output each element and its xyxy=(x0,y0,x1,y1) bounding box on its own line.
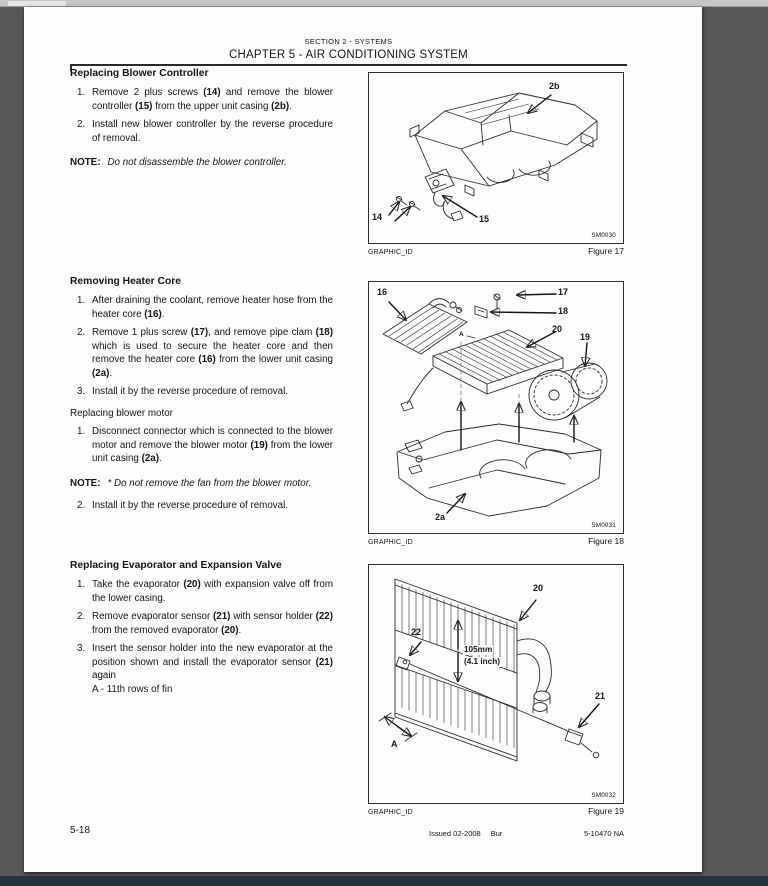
note-text: Do not disassemble the blower controller. xyxy=(107,157,287,168)
item-number: 2. xyxy=(77,119,86,130)
running-head-section: SECTION 2 - SYSTEMS xyxy=(304,37,393,46)
figure-caption: Figure 17 xyxy=(588,246,624,256)
scrollbar-thumb[interactable] xyxy=(8,1,66,6)
dimension-inch: (4.1 inch) xyxy=(464,657,500,666)
item-text: Take the evaporator (20) with expansion valve off from the lower casing. xyxy=(92,579,333,604)
figure-18 xyxy=(368,281,624,546)
document-page xyxy=(24,7,702,872)
revision-code: Bur xyxy=(490,829,503,838)
item-number: 2. xyxy=(77,327,86,338)
part-label-2a: 2a xyxy=(435,512,446,522)
part-label-18: 18 xyxy=(558,306,569,316)
section-removing-heater-core xyxy=(70,275,333,518)
part-label-14: 14 xyxy=(372,212,383,222)
figure-19-drawing xyxy=(369,565,623,803)
item-number: 1. xyxy=(77,426,86,437)
part-label-2b: 2b xyxy=(549,81,560,91)
item-subline: A - 11th rows of fin xyxy=(92,683,173,695)
item-text: Install it by the reverse procedure of removal. xyxy=(92,386,289,397)
figure-caption: Figure 18 xyxy=(588,536,624,546)
figure-17 xyxy=(368,72,624,256)
section-replacing-evaporator xyxy=(70,559,333,701)
issued-date: Issued 02-2008 xyxy=(429,829,481,838)
note-text: * Do not remove the fan from the blower motor. xyxy=(107,477,312,489)
subsection-title: Replacing blower motor xyxy=(70,407,173,419)
graphic-id-label: GRAPHIC_ID xyxy=(368,539,413,546)
item-text: Insert the sensor holder into the new evaporator at the position shown and install the evaporator sensor (21) again A - 11th rows of fin xyxy=(92,643,333,695)
list-item xyxy=(70,86,333,113)
figure-caption-row xyxy=(368,536,624,546)
footer-issued xyxy=(429,829,502,838)
list-item xyxy=(70,294,333,321)
figure-17-drawing xyxy=(369,73,623,243)
top-scrollbar-track xyxy=(0,0,768,7)
graphic-id-label: GRAPHIC_ID xyxy=(368,809,413,816)
item-number: 1. xyxy=(77,87,86,98)
part-label-21: 21 xyxy=(595,691,606,701)
list-item xyxy=(70,326,333,380)
graphic-code: SM0030 xyxy=(591,232,616,239)
list-item xyxy=(70,118,333,145)
note xyxy=(70,477,333,491)
section-title: Removing Heater Core xyxy=(70,276,182,287)
bottom-bar xyxy=(0,876,768,886)
item-number: 2. xyxy=(77,611,86,622)
figure-18-drawing xyxy=(369,282,623,533)
section-title: Replacing Blower Controller xyxy=(70,68,209,79)
document-code: 5-10470 NA xyxy=(583,829,624,838)
note xyxy=(70,156,333,170)
figure-caption-row xyxy=(368,806,624,816)
running-head-chapter: CHAPTER 5 - AIR CONDITIONING SYSTEM xyxy=(229,49,468,61)
figure-frame xyxy=(368,72,624,244)
part-label-20: 20 xyxy=(533,583,544,593)
item-text: After draining the coolant, remove heater hose from the heater core (16). xyxy=(92,295,333,320)
item-text: Install new blower controller by the reverse procedure of removal. xyxy=(92,119,333,144)
note-label: NOTE: xyxy=(70,477,101,489)
page-number: 5-18 xyxy=(70,825,91,836)
item-text: Remove evaporator sensor (21) with sensor holder (22) from the removed evaporator (20). xyxy=(92,611,333,636)
part-label-16: 16 xyxy=(377,287,388,297)
figure-19 xyxy=(368,564,624,816)
graphic-code: SM0032 xyxy=(591,792,616,799)
item-number: 1. xyxy=(77,295,86,306)
item-text: Remove 2 plus screws (14) and remove the blower controller (15) from the upper unit casing (2b). xyxy=(92,87,333,112)
list-item xyxy=(70,425,333,466)
item-number: 3. xyxy=(77,643,86,654)
list-item xyxy=(70,578,333,605)
graphic-code: SM0031 xyxy=(591,522,616,529)
figure-frame xyxy=(368,281,624,534)
list-item xyxy=(70,642,333,696)
item-text: Install it by the reverse procedure of removal. xyxy=(92,500,289,511)
fin-row-mark-a: A xyxy=(459,331,464,338)
item-number: 2. xyxy=(77,500,86,511)
figure-caption-row xyxy=(368,246,624,256)
part-label-22: 22 xyxy=(411,627,422,637)
part-label-15: 15 xyxy=(479,214,490,224)
section-title: Replacing Evaporator and Expansion Valve xyxy=(70,560,282,571)
item-number: 1. xyxy=(77,579,86,590)
note-label: NOTE: xyxy=(70,157,101,168)
item-text: Disconnect connector which is connected to the blower motor and remove the blower motor (19) from the lower unit casing (2a). xyxy=(92,426,333,464)
graphic-id-label: GRAPHIC_ID xyxy=(368,249,413,256)
list-item xyxy=(70,610,333,637)
list-item xyxy=(70,499,333,513)
item-text: Remove 1 plus screw (17), and remove pipe clam (18) which is used to secure the heater core and then remove the heater core (16) from the lower unit casing (2a). xyxy=(92,327,333,379)
figure-caption: Figure 19 xyxy=(588,806,624,816)
item-number: 3. xyxy=(77,386,86,397)
dimension-label-a: A xyxy=(391,739,398,749)
header-rule xyxy=(70,64,627,66)
part-label-20: 20 xyxy=(552,324,563,334)
page-header xyxy=(70,37,627,62)
list-item xyxy=(70,385,333,399)
dimension-mm: 105mm xyxy=(464,645,493,654)
section-replacing-blower-controller xyxy=(70,67,333,170)
figure-frame xyxy=(368,564,624,804)
part-label-17: 17 xyxy=(558,287,569,297)
part-label-19: 19 xyxy=(580,332,591,342)
